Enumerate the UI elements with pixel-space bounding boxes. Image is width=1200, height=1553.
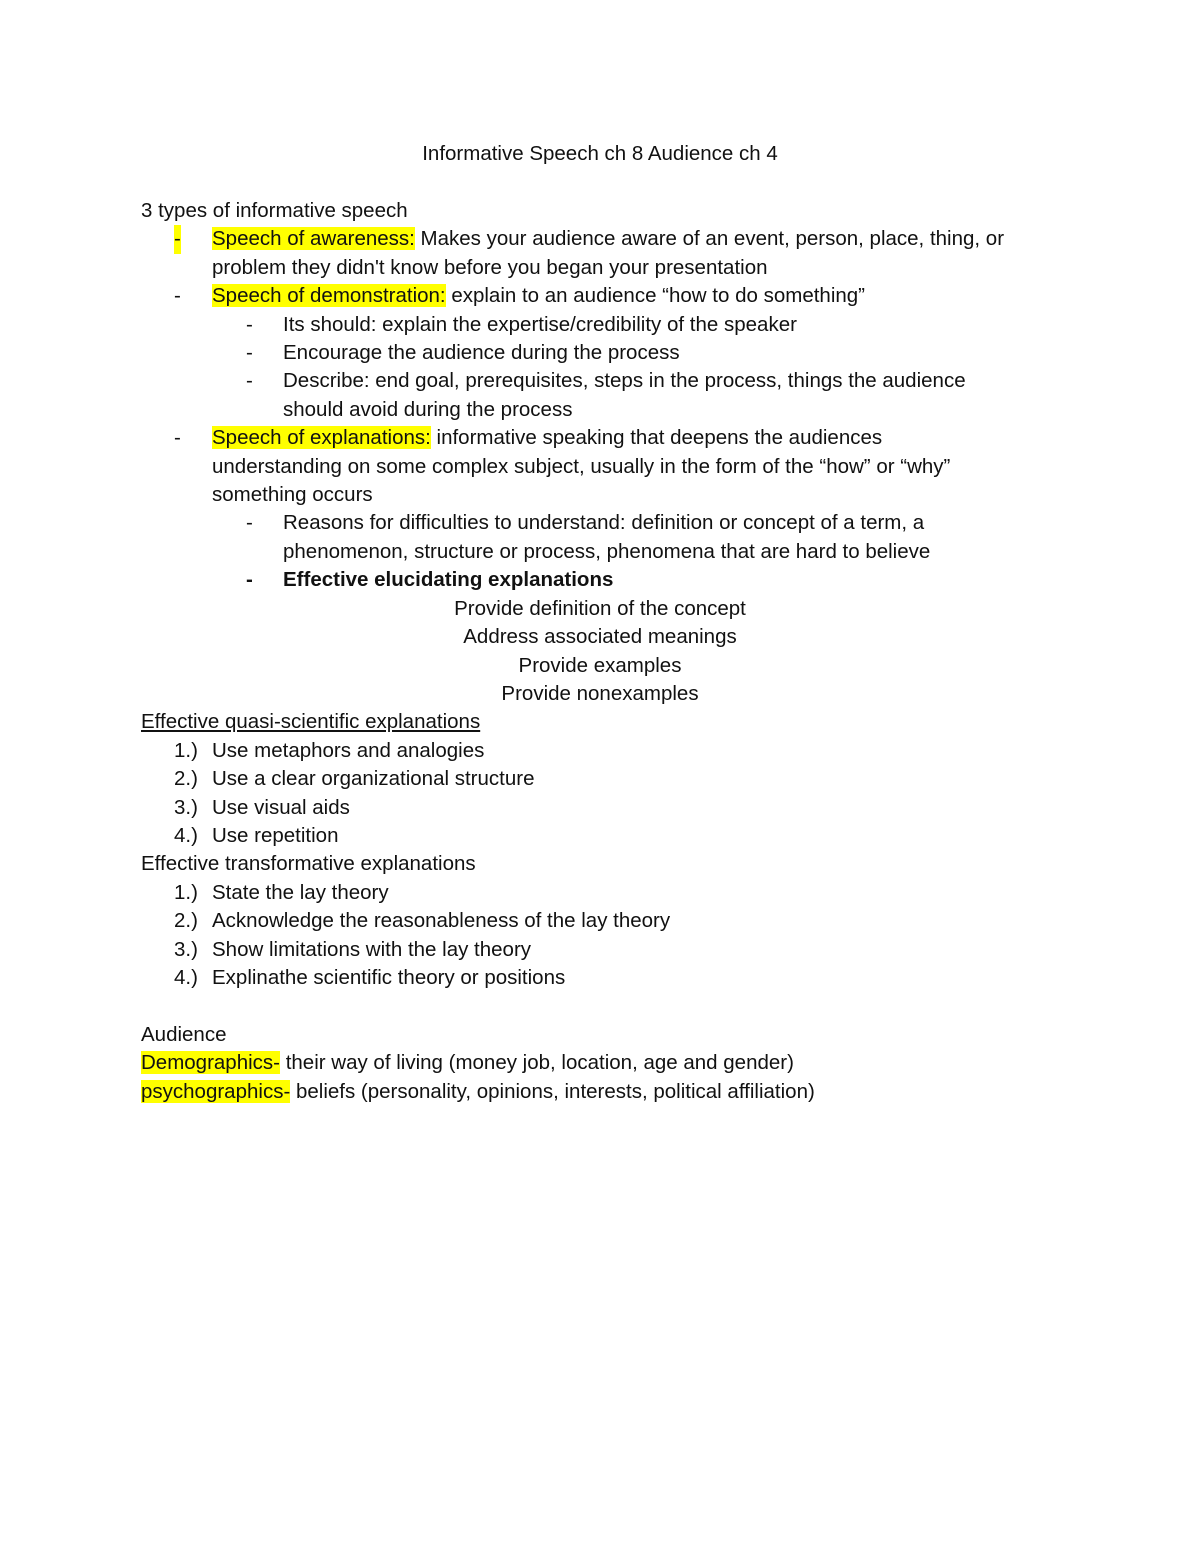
types-heading: 3 types of informative speech (141, 199, 408, 222)
numbered-item (141, 936, 1061, 964)
explanations-text: informative speaking that deepens the audiences (430, 426, 883, 450)
document-title: Informative Speech ch 8 Audience ch 4 (422, 142, 778, 165)
item-text: Use a clear organizational structure (212, 767, 535, 791)
item-text: Use visual aids (212, 795, 350, 819)
awareness-text: Makes your audience aware of an event, person, place, thing, or (414, 227, 1005, 251)
sub-item-continued: should avoid during the process (283, 397, 573, 421)
document-body (141, 197, 1061, 1106)
item-text: State the lay theory (212, 880, 389, 904)
demonstration-text: explain to an audience “how to do something” (445, 284, 866, 308)
numbered-item (141, 907, 1061, 935)
numbered-item (141, 737, 1061, 765)
demographics-text: their way of living (money job, location, age and gender) (280, 1051, 794, 1075)
sub-item (141, 311, 1061, 339)
item-number: 1.) (174, 880, 198, 904)
demonstration-term: Speech of demonstration: (212, 284, 446, 308)
item-text: Explinathe scientific theory or positions (212, 965, 566, 989)
centered-item: Provide examples (518, 653, 682, 677)
bullet-dash: - (174, 225, 181, 253)
sub-item-continued: phenomenon, structure or process, phenomena that are hard to believe (283, 539, 931, 563)
transformative-heading: Effective transformative explanations (141, 852, 476, 876)
explanations-term: Speech of explanations: (212, 426, 431, 450)
centered-item: Provide nonexamples (501, 681, 699, 705)
spacer (141, 992, 1061, 1020)
bullet-dash: - (246, 369, 253, 393)
item-number: 3.) (174, 937, 198, 961)
sub-item (141, 367, 1061, 395)
centered-item: Address associated meanings (463, 625, 737, 649)
sub-item-text: Its should: explain the expertise/credibility of the speaker (283, 312, 797, 336)
item-number: 1.) (174, 738, 198, 762)
audience-heading: Audience (141, 1022, 227, 1046)
list-item-awareness (141, 225, 1061, 253)
item-number: 2.) (174, 767, 198, 791)
sub-item (141, 509, 1061, 537)
sub-item-text: Reasons for difficulties to understand: definition or concept of a term, a (283, 511, 925, 535)
demographics-line (141, 1049, 1061, 1077)
awareness-term: Speech of awareness: (212, 227, 415, 251)
item-text: Use metaphors and analogies (212, 738, 485, 762)
sub-item (141, 339, 1061, 367)
demographics-term: Demographics- (141, 1051, 280, 1075)
bullet-dash: - (246, 341, 253, 365)
psychographics-text: beliefs (personality, opinions, interests, political affiliation) (290, 1079, 815, 1103)
bullet-dash: - (174, 284, 181, 308)
numbered-item (141, 964, 1061, 992)
numbered-item (141, 794, 1061, 822)
bullet-dash: - (246, 312, 253, 336)
centered-item: Provide definition of the concept (454, 596, 746, 620)
awareness-text-continued: problem they didn't know before you began your presentation (212, 255, 768, 279)
item-number: 2.) (174, 909, 198, 933)
item-number: 4.) (174, 965, 198, 989)
elucidating-heading: Effective elucidating explanations (283, 568, 614, 592)
bullet-dash: - (174, 426, 181, 450)
quasi-heading: Effective quasi-scientific explanations (141, 710, 481, 734)
explanations-text-continued: understanding on some complex subject, usually in the form of the “how” or “why” (212, 454, 951, 478)
sub-item-text: Encourage the audience during the process (283, 341, 680, 365)
item-text: Acknowledge the reasonableness of the lay theory (212, 909, 671, 933)
item-number: 3.) (174, 795, 198, 819)
bullet-dash: - (246, 511, 253, 535)
sub-item-text: Describe: end goal, prerequisites, steps in the process, things the audience (283, 369, 966, 393)
numbered-item (141, 879, 1061, 907)
item-number: 4.) (174, 823, 198, 847)
numbered-item (141, 765, 1061, 793)
sub-item-bold (141, 566, 1061, 594)
psychographics-line (141, 1078, 1061, 1106)
bullet-dash: - (246, 568, 253, 592)
item-text: Show limitations with the lay theory (212, 937, 532, 961)
explanations-text-continued: something occurs (212, 483, 373, 507)
list-item-demonstration (141, 282, 1061, 310)
numbered-item (141, 822, 1061, 850)
list-item-explanations (141, 424, 1061, 452)
psychographics-term: psychographics- (141, 1079, 291, 1103)
item-text: Use repetition (212, 823, 339, 847)
